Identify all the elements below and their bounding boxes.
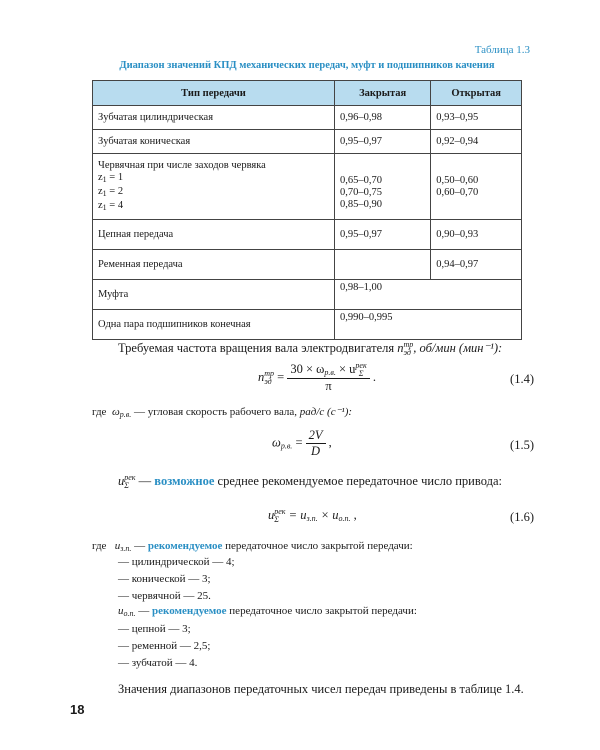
table-row xyxy=(93,310,522,340)
equation-1-4: nтр эд = $30 \times \omega_{р.в.}$ × uрек Σ π . xyxy=(258,361,376,394)
row-name: Муфта xyxy=(93,280,335,310)
worm-sub-2: $z_1 = 2$ xyxy=(98,185,124,198)
table-header-row xyxy=(93,81,522,106)
table-row xyxy=(93,106,522,130)
list-item: — червячной — 25. xyxy=(118,590,211,602)
list-item: — зубчатой — 4. xyxy=(118,657,198,669)
list-item: — цилиндрической — 4; xyxy=(118,556,235,568)
row-closed: 0,990–0,995 xyxy=(335,310,522,340)
worm-title: Червячная при числе заходов червяка xyxy=(98,159,266,171)
table-row xyxy=(93,220,522,250)
list-item: — цепной — 3; xyxy=(118,623,191,635)
worm-closed-2: 0,70–0,75 xyxy=(340,186,383,198)
table-title: Диапазон значений КПД механических передач, муфт и подшипников качения xyxy=(119,60,495,71)
page-number: 18 xyxy=(70,702,85,717)
where-uop-line: $u_{о.п.}$ — рекомендуемое передаточное число закрытой передачи: xyxy=(118,605,417,618)
closing-paragraph: Значения диапазонов передаточных чисел передач приведены в таблице 1.4. xyxy=(118,682,524,696)
list-item: — конической — 3; xyxy=(118,573,211,585)
u-description-line: uрек Σ — возможное среднее рекомендуемое передаточное число привода: xyxy=(118,473,502,491)
row-name: Зубчатая цилиндрическая xyxy=(93,106,335,130)
row-name: Цепная передача xyxy=(93,220,335,250)
row-open: 0,93–0,95 xyxy=(431,106,522,130)
row-open: 0,94–0,97 xyxy=(431,250,522,280)
header-open: Открытая xyxy=(431,81,522,106)
row-closed xyxy=(335,250,431,280)
table-row xyxy=(93,250,522,280)
row-open: 0,92–0,94 xyxy=(431,130,522,154)
where-uzp-line: где $u_{з.п.}$ — рекомендуемое передаточное число закрытой передачи: xyxy=(92,540,413,553)
table-row xyxy=(93,280,522,310)
row-open: 0,90–0,93 xyxy=(431,220,522,250)
row-open-worm xyxy=(431,154,522,220)
equation-number-1-5: (1.5) xyxy=(510,438,534,452)
worm-closed-3: 0,85–0,90 xyxy=(340,198,383,210)
intro-line: Требуемая частота вращения вала электродвигателя nтр эд , об/мин (мин⁻¹): xyxy=(118,340,503,358)
row-closed: 0,95–0,97 xyxy=(335,130,431,154)
row-closed: 0,96–0,98 xyxy=(335,106,431,130)
row-name-worm xyxy=(93,154,335,220)
table-caption: Таблица 1.3 xyxy=(474,44,530,56)
equation-number-1-4: (1.4) xyxy=(510,372,534,386)
table-row xyxy=(93,130,522,154)
header-closed: Закрытая xyxy=(335,81,431,106)
worm-open-2: 0,60–0,70 xyxy=(436,186,479,198)
row-name: Одна пара подшипников конечная xyxy=(93,310,335,340)
worm-closed-1: 0,65–0,70 xyxy=(340,174,383,186)
efficiency-table xyxy=(92,80,522,340)
worm-sub-1: $z_1 = 1$ xyxy=(98,171,124,184)
row-name: Ременная передача xyxy=(93,250,335,280)
where-omega-line: где $\omega_{р.в.}$ — угловая скорость рабочего вала, рад/с (с⁻¹): xyxy=(92,406,353,419)
equation-number-1-6: (1.6) xyxy=(510,510,534,524)
worm-sub-3: $z_1 = 4$ xyxy=(98,199,124,212)
row-name: Зубчатая коническая xyxy=(93,130,335,154)
row-closed: 0,98–1,00 xyxy=(335,280,522,310)
header-type: Тип передачи xyxy=(93,81,335,106)
row-closed: 0,95–0,97 xyxy=(335,220,431,250)
equation-1-5: $\omega_{р.в.}$ = $\frac{2V}{D}$ , xyxy=(272,428,332,458)
equation-1-6: uрек $\Sigma = u_{з.п.} \times u_{о.п.}$ , xyxy=(268,507,357,525)
row-closed-worm xyxy=(335,154,431,220)
list-item: — ременной — 2,5; xyxy=(118,640,211,652)
worm-open-1: 0,50–0,60 xyxy=(436,174,479,186)
table-row-worm xyxy=(93,154,522,220)
